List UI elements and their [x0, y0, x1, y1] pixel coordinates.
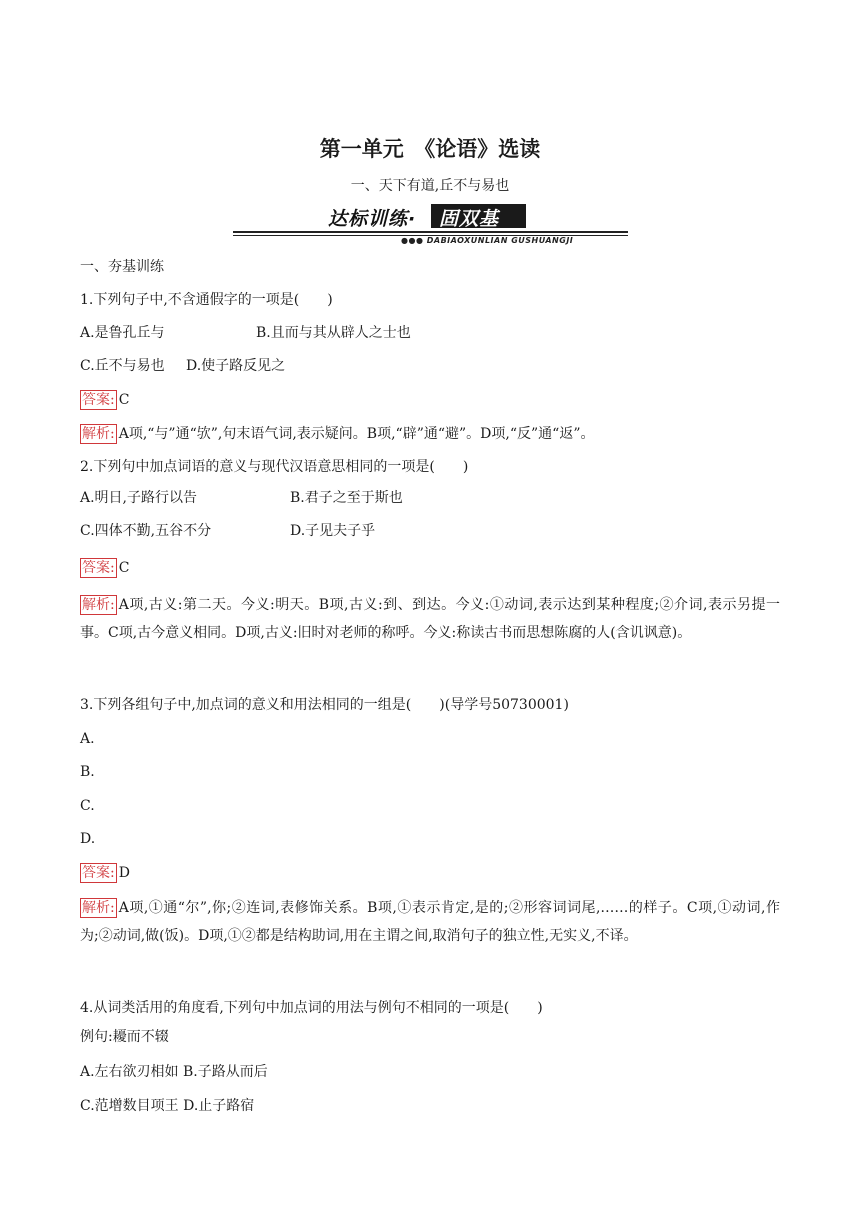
banner-box	[431, 204, 526, 228]
answer-label: 答案:	[82, 560, 115, 576]
q2-option-d: D.子见夫子乎	[290, 523, 376, 539]
q2-option-b: B.君子之至于斯也	[290, 490, 403, 506]
answer-label: 答案:	[82, 392, 115, 408]
q1-option-c: C.丘不与易也	[80, 358, 165, 374]
q3-option-d: D.	[80, 831, 96, 847]
q2-answer: 答案: C	[82, 560, 130, 576]
q1-stem: 1.下列句子中,不含通假字的一项是( )	[80, 292, 333, 308]
answer-label: 答案:	[82, 865, 115, 881]
q1-option-b: B.且而与其从辟人之士也	[256, 325, 411, 341]
banner-rule	[233, 231, 628, 233]
q4-options-ab: A.左右欲刃相如 B.子路从而后	[80, 1064, 268, 1080]
analysis-label: 解析:	[82, 426, 115, 442]
q2-analysis: 解析: A项,古义:第二天。今义:明天。B项,古义:到、到达。今义:①动词,表示达到某种程度;②介词,表示另提一事。C项,古今意义相同。D项,古义:旧时对老师的称呼。今义:称读古书而思想陈腐的人(含讥讽意)。	[80, 597, 780, 641]
q3-option-b: B.	[80, 764, 95, 780]
q2-option-c: C.四体不勤,五谷不分	[80, 523, 212, 539]
q4-stem: 4.从词类活用的角度看,下列句中加点词的用法与例句不相同的一项是( )	[80, 1000, 543, 1016]
analysis-label: 解析:	[82, 900, 115, 916]
q3-option-a: A.	[80, 731, 95, 747]
q1-answer: 答案: C	[82, 392, 130, 408]
q2-option-a: A.明日,子路行以告	[80, 490, 198, 506]
banner-boxed-text: 固双基	[439, 208, 500, 230]
section-banner	[233, 204, 628, 246]
section-heading: 一、夯基训练	[80, 259, 164, 275]
q3-stem: 3.下列各组句子中,加点词的意义和用法相同的一组是( )(导学号50730001)	[80, 697, 569, 713]
page-title: 第一单元 《论语》选读	[319, 137, 541, 161]
banner-main-text: 达标训练·	[328, 208, 417, 230]
q2-stem: 2.下列句中加点词语的意义与现代汉语意思相同的一项是( )	[80, 459, 469, 475]
analysis-label: 解析:	[82, 597, 115, 613]
q1-analysis: 解析: A项,“与”通“欤”,句末语气词,表示疑问。B项,“辟”通“避”。D项,“反”通“返”。	[82, 426, 595, 442]
q4-example: 例句:耰而不辍	[80, 1029, 169, 1045]
q3-analysis: 解析: A项,①通“尔”,你;②连词,表修饰关系。B项,①表示肯定,是的;②形容词词尾,……的样子。C项,①动词,作为;②动词,做(饭)。D项,①②都是结构助词,用在主谓之间,取消句子的独立性,无实义,不译。	[80, 900, 780, 944]
q1-option-d: D.使子路反见之	[186, 358, 286, 374]
q1-option-a: A.是鲁孔丘与	[80, 325, 165, 341]
q3-option-c: C.	[80, 798, 95, 814]
banner-pinyin: ●●● DABIAOXUNLIAN GUSHUANGJI	[401, 236, 574, 245]
lesson-subtitle: 一、天下有道,丘不与易也	[350, 178, 510, 194]
q3-answer: 答案: D	[82, 865, 130, 881]
q4-options-cd: C.范增数目项王 D.止子路宿	[80, 1098, 255, 1114]
